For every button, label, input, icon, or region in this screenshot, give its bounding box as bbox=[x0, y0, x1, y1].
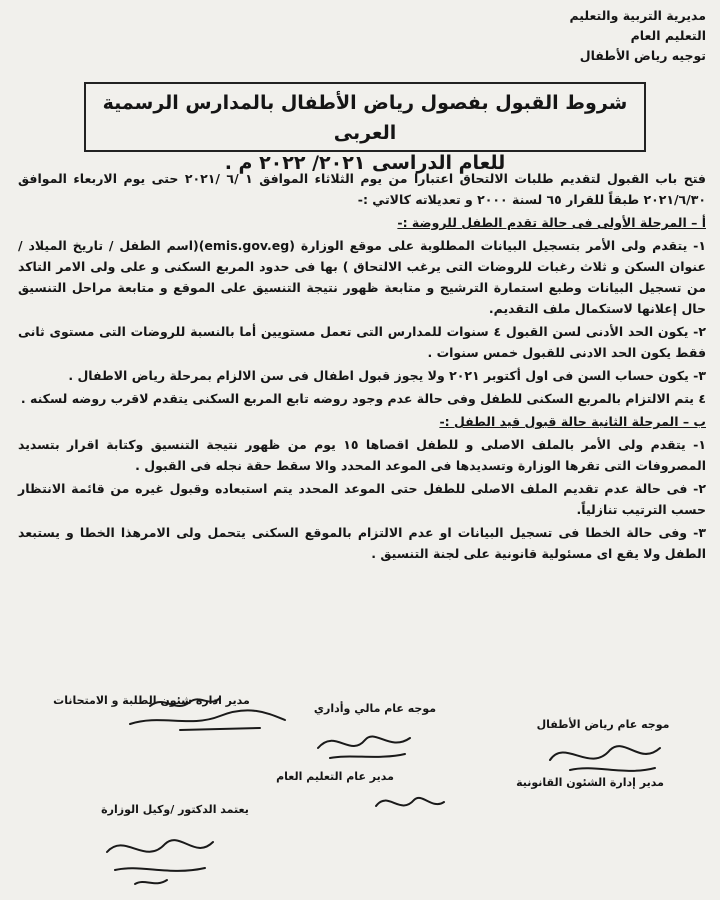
department-name: التعليم العام bbox=[630, 28, 706, 43]
signature-finance bbox=[280, 702, 470, 715]
letterhead bbox=[569, 6, 706, 66]
section-name: توجيه رياض الأطفال bbox=[579, 48, 706, 63]
handwritten-signature bbox=[370, 782, 450, 822]
section-b-heading: ب – المرحلة الثانية حالة قبول قيد الطفل :- bbox=[439, 414, 706, 429]
signature-title: مدير ادارة شئون الطلبة و الامتحانات bbox=[53, 694, 250, 707]
handwritten-signature bbox=[95, 822, 225, 892]
signature-title: مدير عام التعليم العام bbox=[276, 770, 394, 783]
document-title bbox=[84, 82, 646, 174]
clause-a1-text-end: )(اسم الطفل / تاريخ الميلاد / عنوان السكن و ثلاث رغبات للروضات التى يرغب الالتحاق ) بها فى حدود المربع السكنى و على ولى الامر التاكد من تسجيل البيانات وطبع استمارة الترشيح و متابعة ظهور نتيجة التنسيق على الموقع و متابعة مراحل التنسيق حال إعلانها لاستكمال ملف التقديم. bbox=[18, 238, 706, 316]
directorate-name: مديرية التربية والتعليم bbox=[569, 8, 706, 23]
signature-title: موجه عام رياض الأطفال bbox=[536, 718, 670, 731]
clause-a1-text-start: ١- يتقدم ولى الأمر بتسجيل البيانات المطلوبة على موقع الوزارة ( bbox=[289, 238, 706, 253]
clause-b3: ٣- وفى حالة الخطا فى تسجيل البيانات او عدم الالتزام بالموقع السكنى يتحمل ولى الامرهذا الخطا و يستبعد الطفل ولا يقع اى مسئولية قانونية على لجنة التنسيق . bbox=[18, 525, 706, 561]
signature-title: يعتمد الدكتور /وكيل الوزارة bbox=[101, 803, 249, 816]
document-body bbox=[18, 168, 706, 566]
section-a-heading: أ – المرحلة الأولى فى حالة تقدم الطفل للروضة :- bbox=[397, 215, 706, 230]
clause-a4: ٤ يتم الالتزام بالمربع السكنى للطفل وفى حالة عدم وجود روضه تابع المربع السكنى يتقدم لاقرب روضه لسكنه . bbox=[20, 391, 706, 406]
title-line-1: شروط القبول بفصول رياض الأطفال بالمدارس الرسمية العربى bbox=[102, 92, 628, 144]
clause-a2: ٢- يكون الحد الأدنى لسن القبول ٤ سنوات للمدارس التى تعمل مستويين أما بالنسبة للروضات التى مستوى ثانى فقط يكون الحد الادنى للقبول خمس سنوات . bbox=[18, 324, 706, 360]
clause-a1 bbox=[18, 235, 706, 319]
intro-paragraph: فتح باب القبول لتقديم طلبات الالتحاق اعتبارا من يوم الثلاثاء الموافق ١ /٦ /٢٠٢١ حتى يوم الاربعاء الموافق ٢٠٢١/٦/٣٠ طبقاً للقرار ٦٥ لسنة ٢٠٠٠ و تعديلاته كالاتي :- bbox=[18, 171, 706, 207]
signature-title: مدير إدارة الشئون القانونية bbox=[516, 776, 664, 789]
signature-title: موجه عام مالي وأداري bbox=[313, 702, 437, 715]
handwritten-signature bbox=[120, 684, 290, 744]
title-line-2: للعام الدراسى ٢٠٢١/ ٢٠٢٢ م . bbox=[224, 152, 506, 174]
handwritten-signature bbox=[310, 718, 420, 768]
ministry-website: emis.gov.eg bbox=[204, 238, 290, 253]
signature-approval bbox=[70, 803, 280, 816]
clause-a3: ٣- يكون حساب السن فى اول أكتوبر ٢٠٢١ ولا يجوز قبول اطفال فى سن الالزام بمرحلة رياض الاطفال . bbox=[68, 368, 706, 383]
handwritten-signature bbox=[540, 730, 670, 785]
clause-b1: ١- يتقدم ولى الأمر بالملف الاصلى و للطفل اقصاها ١٥ يوم من ظهور نتيجة التنسيق وكتابة اقرار بتسديد المصروفات التى تقرها الوزارة وتسديدها فى الموعد المحدد والا سقط حقة نجله فى القبول . bbox=[18, 437, 706, 473]
clause-b2: ٢- فى حالة عدم تقديم الملف الاصلى للطفل حتى الموعد المحدد يتم استبعاده وقبول غيره من قائمة الانتظار حسب الترتيب تنازلياً. bbox=[18, 481, 706, 517]
